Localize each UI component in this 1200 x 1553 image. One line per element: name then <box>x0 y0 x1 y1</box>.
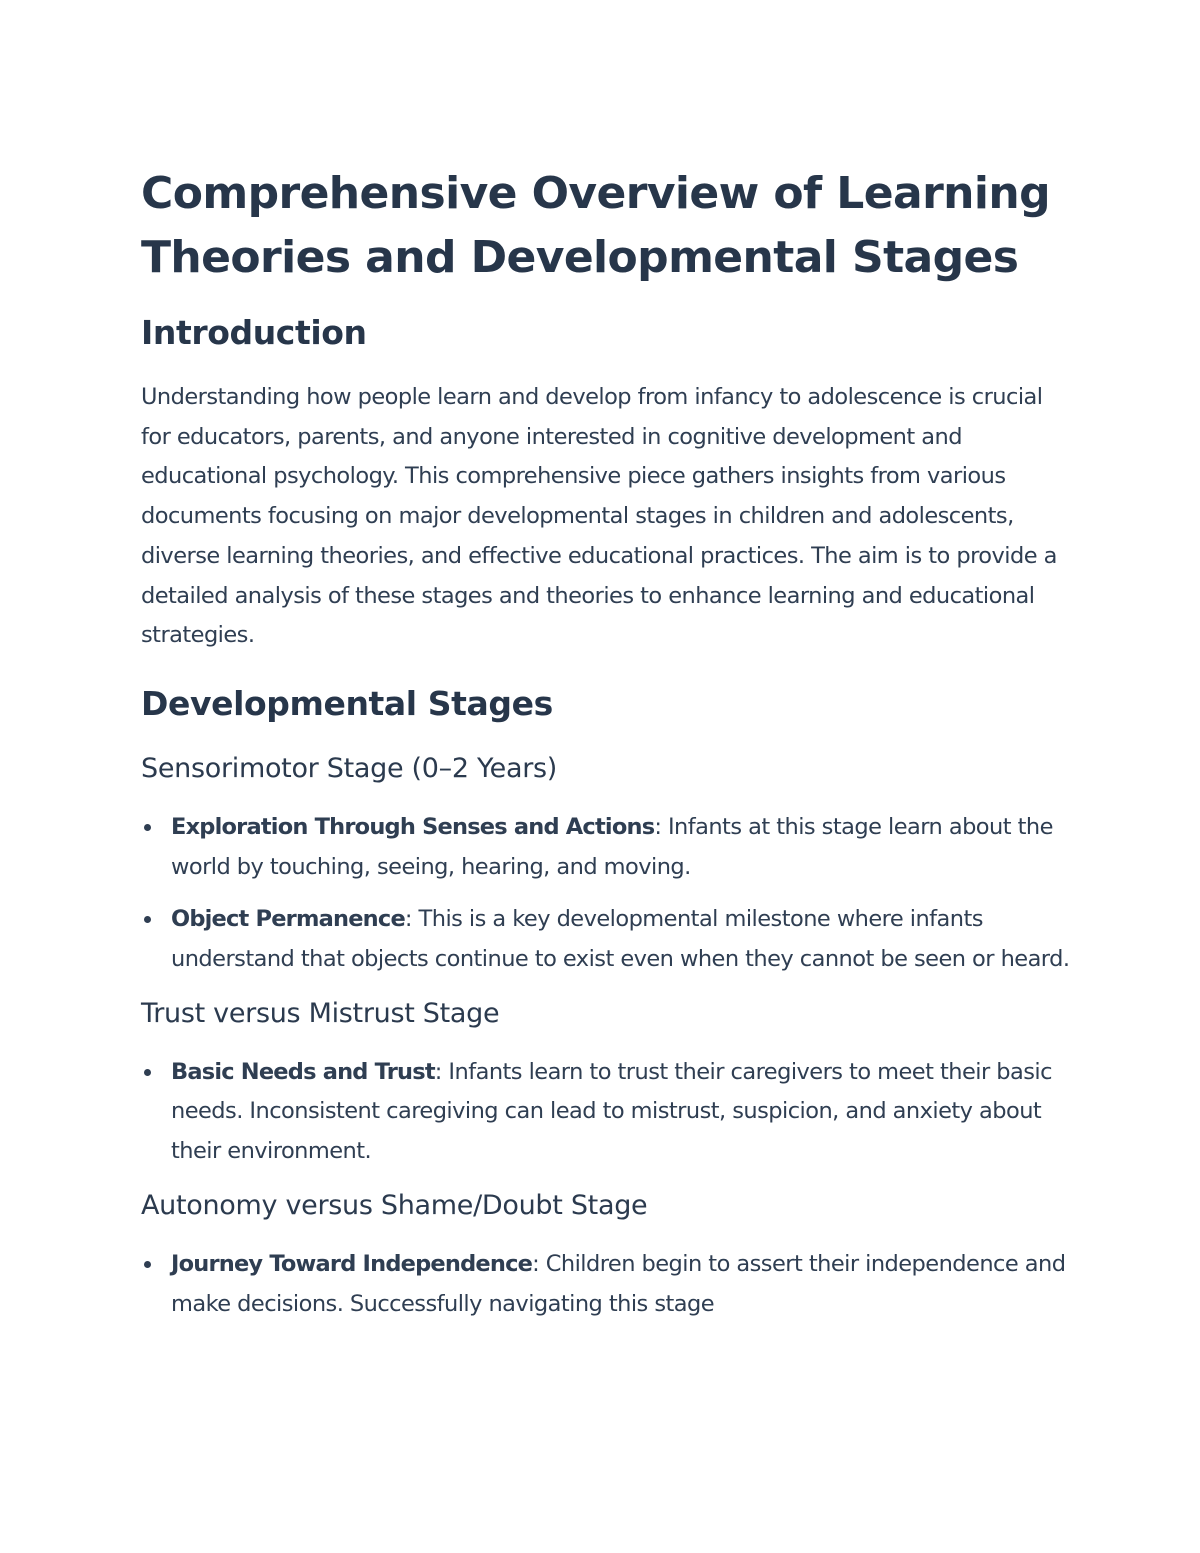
section-heading-autonomy-vs-shame: Autonomy versus Shame/Doubt Stage <box>141 1189 648 1221</box>
list-item-text: : This is a key developmental milestone where infants understand that objects continue to exist even when they cannot be seen or heard. <box>171 906 1070 973</box>
list-item-text: : Children begin to assert their independence and make decisions. Successfully navigating this stage <box>171 1250 1066 1317</box>
section-heading-sensorimotor: Sensorimotor Stage (0–2 Years) <box>141 752 557 784</box>
document-page <box>141 162 1071 1324</box>
list-item <box>141 900 1071 979</box>
trust-list <box>141 1053 1071 1172</box>
list-item <box>141 808 1071 887</box>
introduction-paragraph: Understanding how people learn and develop from infancy to adolescence is crucial for educators, parents, and anyone interested in cognitive development and educational psychology. This comprehensive piece gathers insights from various documents focusing on major developmental stages in children and adolescents, diverse learning theories, and effective educational practices. The aim is to provide a detailed analysis of these stages and theories to enhance learning and educational strategies. <box>141 384 1057 649</box>
list-item-term: Exploration Through Senses and Actions <box>171 813 655 840</box>
list-item-term: Object Permanence <box>171 906 405 933</box>
list-item <box>141 1053 1071 1172</box>
list-item-term: Journey Toward Independence <box>171 1250 533 1277</box>
list-item <box>141 1245 1071 1324</box>
autonomy-list <box>141 1245 1071 1324</box>
bullet-icon <box>144 916 151 923</box>
list-item-text: : Infants learn to trust their caregivers to meet their basic needs. Inconsistent caregiving can lead to mistrust, suspicion, and anxiety about their environment. <box>171 1058 1052 1165</box>
sensorimotor-list <box>141 808 1071 980</box>
list-item-text: : Infants at this stage learn about the world by touching, seeing, hearing, and moving. <box>171 813 1053 880</box>
introduction-heading: Introduction <box>141 313 367 352</box>
list-item-term: Basic Needs and Trust <box>171 1058 435 1085</box>
bullet-icon <box>144 824 151 831</box>
section-heading-trust-vs-mistrust: Trust versus Mistrust Stage <box>141 997 500 1029</box>
bullet-icon <box>144 1069 151 1076</box>
bullet-icon <box>144 1261 151 1268</box>
document-title: Comprehensive Overview of Learning Theories and Developmental Stages <box>141 168 1050 283</box>
developmental-stages-heading: Developmental Stages <box>141 683 553 723</box>
